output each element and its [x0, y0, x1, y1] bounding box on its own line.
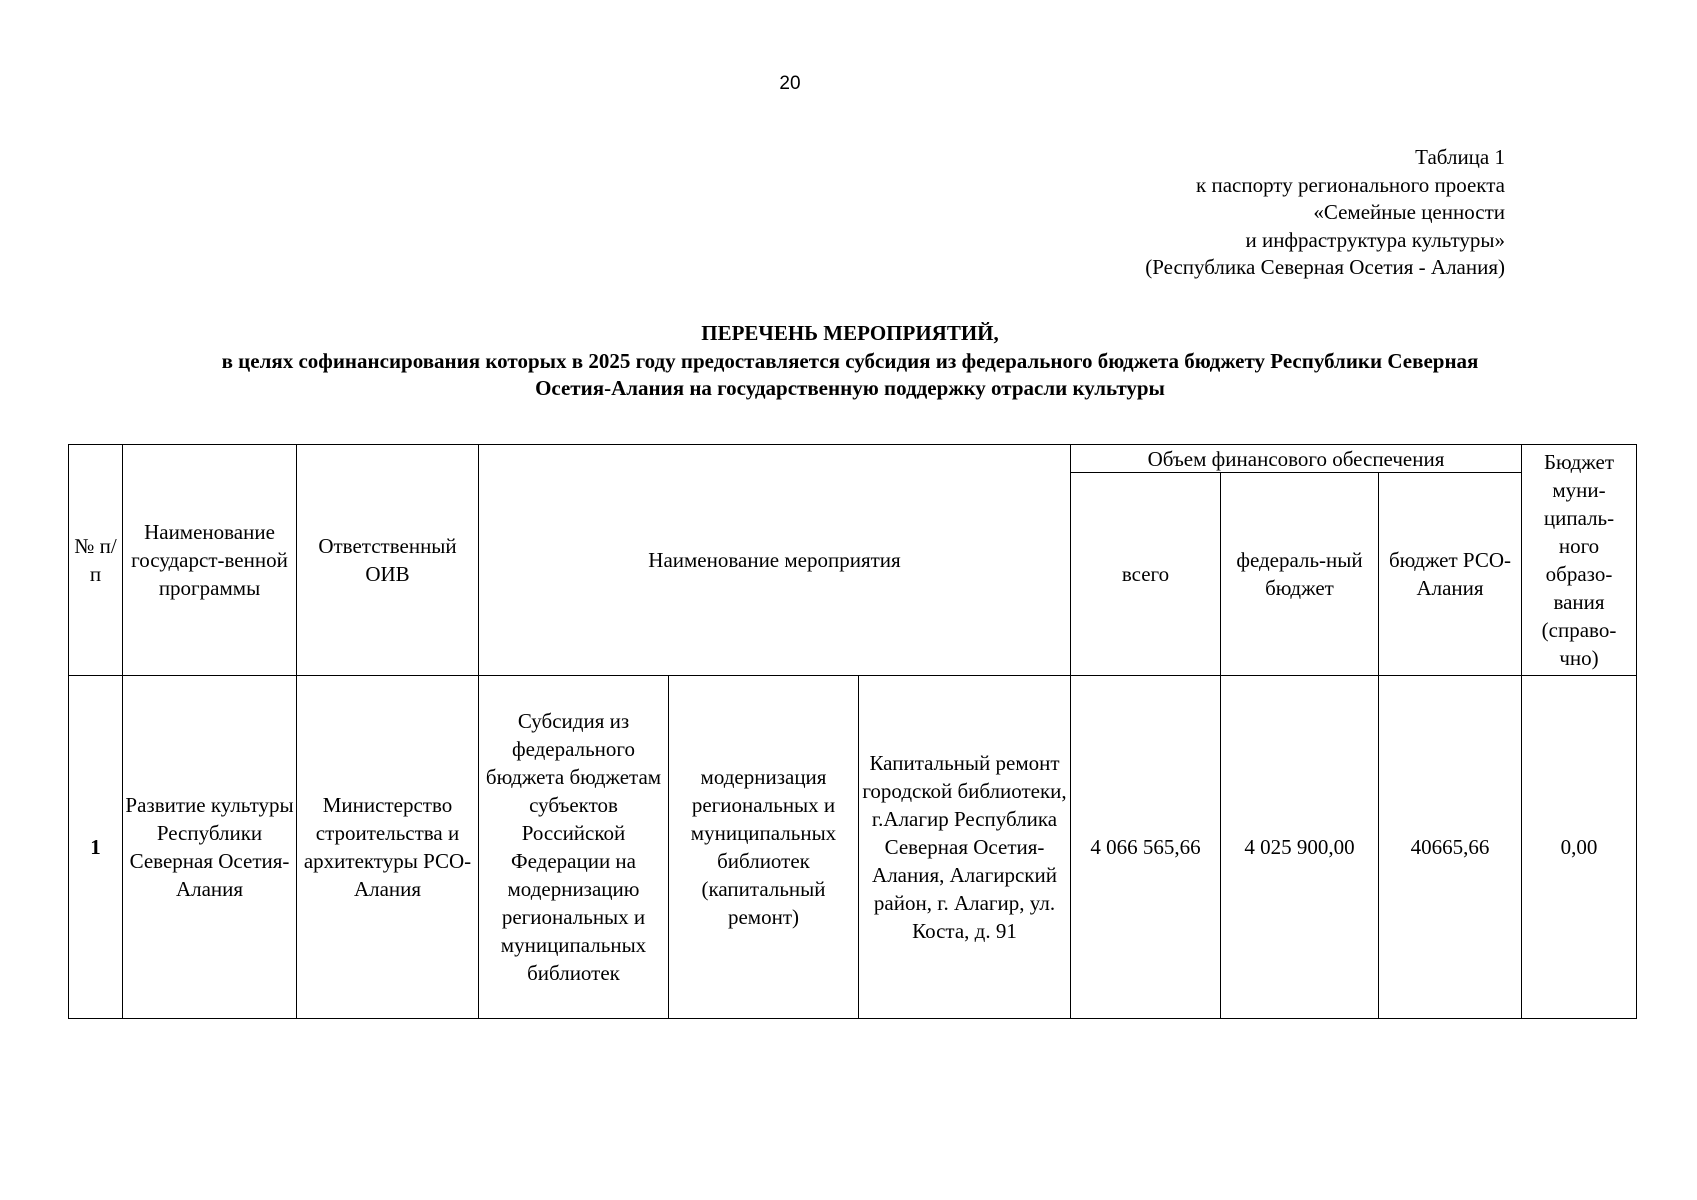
cell-program: Развитие культуры Республики Северная Осетия-Алания — [123, 676, 297, 1019]
annex-line: и инфраструктура культуры» — [1245, 227, 1505, 252]
cell-num: 1 — [69, 676, 123, 1019]
header-municipal: Бюджет муни-ципаль-ного образо-вания (справо-чно) — [1522, 445, 1637, 676]
page-number: 20 — [779, 73, 801, 94]
heading-subtitle: в целях софинансирования которых в 2025 году предоставляется субсидия из федерального бюджета бюджету Республики Северная — [221, 348, 1479, 373]
heading-subtitle: Осетия-Алания на государственную поддержку отрасли культуры — [535, 376, 1165, 400]
annex-line: (Республика Северная Осетия - Алания) — [1145, 255, 1505, 279]
header-regional: бюджет РСО-Алания — [1379, 473, 1522, 676]
header-program: Наименование государст-венной программы — [123, 445, 297, 676]
header-num: № п/п — [69, 445, 123, 676]
cell-regional: 40665,66 — [1379, 676, 1522, 1019]
header-federal: федераль-ный бюджет — [1221, 473, 1379, 676]
table-row — [69, 676, 1637, 1019]
cell-municipal: 0,00 — [1522, 676, 1637, 1019]
measures-table — [68, 444, 1637, 1019]
cell-subsidy: Субсидия из федерального бюджета бюджетам субъектов Российской Федерации на модернизацию региональных и муниципальных библиотек — [479, 676, 669, 1019]
header-total: всего — [1071, 473, 1221, 676]
header-measure: Наименование мероприятия — [479, 445, 1071, 676]
table-header-row — [69, 445, 1637, 473]
annex-line: к паспорту регионального проекта — [1196, 172, 1505, 197]
annex-line: «Семейные ценности — [1313, 200, 1505, 224]
annex-line: Таблица 1 — [1415, 145, 1505, 169]
header-oiv: Ответственный ОИВ — [297, 445, 479, 676]
cell-oiv: Министерство строительства и архитектуры РСО-Алания — [297, 676, 479, 1019]
heading-title: ПЕРЕЧЕНЬ МЕРОПРИЯТИЙ, — [701, 321, 999, 345]
cell-total: 4 066 565,66 — [1071, 676, 1221, 1019]
annex-reference — [1145, 144, 1505, 282]
document-heading — [60, 320, 1640, 403]
cell-object: Капитальный ремонт городской библиотеки, г.Алагир Республика Северная Осетия-Алания, Алагирский район, г. Алагир, ул. Коста, д. 91 — [859, 676, 1071, 1019]
header-funding-group: Объем финансового обеспечения — [1071, 445, 1522, 473]
cell-federal: 4 025 900,00 — [1221, 676, 1379, 1019]
cell-direction: модернизация региональных и муниципальных библиотек (капитальный ремонт) — [669, 676, 859, 1019]
